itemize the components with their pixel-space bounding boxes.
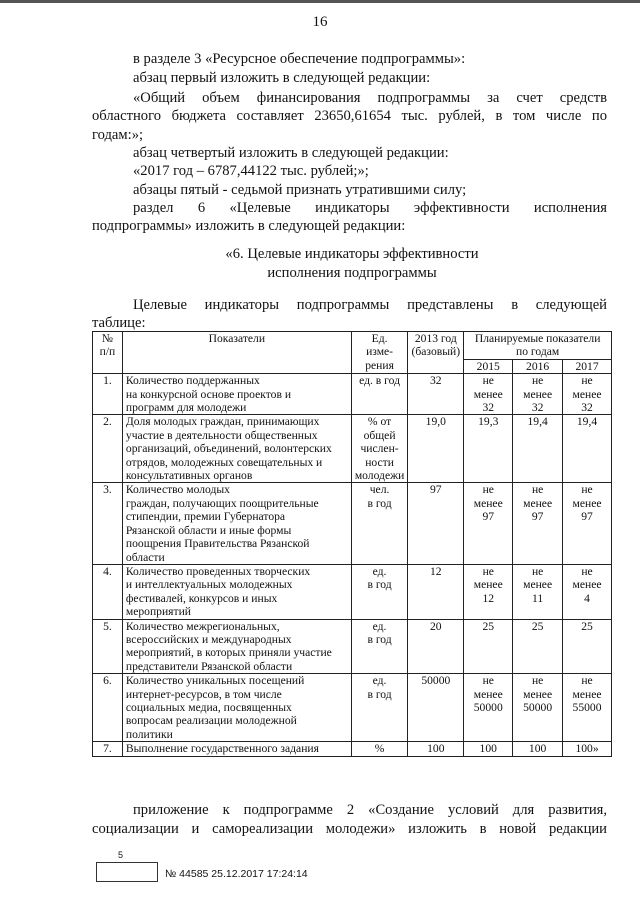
cell-2017: не менее 4 [563, 564, 612, 619]
cell-2017: не менее 97 [563, 483, 612, 564]
header-unit: Ед. изме- рения [351, 332, 408, 374]
cell-unit: % от общей числен- ности молодежи [351, 415, 408, 483]
cell-2016: 100 [513, 742, 563, 756]
cell-2017: 19,4 [563, 415, 612, 483]
paragraph-5: годам:»; [92, 127, 144, 143]
table-row [93, 619, 612, 674]
cell-2015: не менее 97 [464, 483, 513, 564]
scan-top-edge [0, 0, 640, 6]
header-planned: Планируемые показатели по годам [464, 332, 612, 360]
cell-base: 32 [408, 374, 464, 415]
cell-2016: 19,4 [513, 415, 563, 483]
cell-2017: не менее 32 [563, 374, 612, 415]
cell-2015: не менее 32 [464, 374, 513, 415]
header-year-2016: 2016 [513, 359, 563, 373]
cell-2016: не менее 32 [513, 374, 563, 415]
page-number: 16 [312, 14, 328, 30]
cell-unit: ед. в год [351, 674, 408, 742]
table-row [93, 674, 612, 742]
cell-indicator: Количество уникальных посещений интернет-ресурсов, в том числе социальных медиа, посвященных вопросам реализации молодежной политики [122, 674, 351, 742]
intro-line-1: Целевые индикаторы подпрограммы представлены в следующей [133, 297, 607, 313]
paragraph-4: областного бюджета составляет 23650,61654 тыс. рублей, в том числе по [92, 108, 607, 124]
cell-unit: чел. в год [351, 483, 408, 564]
cell-num: 5. [93, 619, 123, 674]
table-row [93, 742, 612, 756]
stamp-number: 5 [118, 850, 124, 860]
cell-2016: не менее 11 [513, 564, 563, 619]
cell-num: 7. [93, 742, 123, 756]
cell-num: 2. [93, 415, 123, 483]
cell-base: 20 [408, 619, 464, 674]
cell-indicator: Количество поддержанных на конкурсной основе проектов и программ для молодежи [122, 374, 351, 415]
cell-unit: ед. в год [351, 619, 408, 674]
table-header-row [93, 332, 612, 360]
document-info: № 44585 25.12.2017 17:24:14 [165, 868, 308, 880]
cell-unit: ед. в год [351, 564, 408, 619]
paragraph-8: абзацы пятый - седьмой признать утратившими силу; [133, 182, 467, 198]
barcode-stamp [96, 862, 158, 882]
table-row [93, 564, 612, 619]
header-year-2017: 2017 [563, 359, 612, 373]
cell-base: 19,0 [408, 415, 464, 483]
cell-2017: 100» [563, 742, 612, 756]
paragraph-6: абзац четвертый изложить в следующей редакции: [133, 145, 449, 161]
table-row [93, 483, 612, 564]
cell-num: 6. [93, 674, 123, 742]
cell-base: 100 [408, 742, 464, 756]
cell-2015: не менее 50000 [464, 674, 513, 742]
paragraph-7: «2017 год – 6787,44122 тыс. рублей;»; [133, 163, 369, 179]
cell-num: 4. [93, 564, 123, 619]
cell-num: 1. [93, 374, 123, 415]
cell-2017: 25 [563, 619, 612, 674]
paragraph-2: абзац первый изложить в следующей редакции: [133, 70, 431, 86]
paragraph-3: «Общий объем финансирования подпрограммы за счет средств [133, 90, 607, 106]
cell-2015: 100 [464, 742, 513, 756]
cell-unit: % [351, 742, 408, 756]
cell-indicator: Количество проведенных творческих и интеллектуальных молодежных фестивалей, конкурсов и иных мероприятий [122, 564, 351, 619]
header-year-2015: 2015 [464, 359, 513, 373]
cell-indicator: Количество молодых граждан, получающих поощрительные стипендии, премии Губернатора Рязанской области и иные формы поощрения Правительства Рязанской области [122, 483, 351, 564]
section-title-line-2: исполнения подпрограммы [267, 265, 437, 281]
header-num: № п/п [93, 332, 123, 374]
indicators-table [92, 331, 612, 757]
cell-unit: ед. в год [351, 374, 408, 415]
cell-2016: не менее 97 [513, 483, 563, 564]
cell-indicator: Выполнение государственного задания [122, 742, 351, 756]
table-row [93, 374, 612, 415]
cell-2015: 25 [464, 619, 513, 674]
closing-line-1: приложение к подпрограмме 2 «Создание условий для развития, [133, 802, 607, 818]
cell-2016: не менее 50000 [513, 674, 563, 742]
section-title-line-1: «6. Целевые индикаторы эффективности [225, 246, 479, 262]
closing-line-2: социализации и самореализации молодежи» изложить в новой редакции [92, 821, 607, 837]
cell-indicator: Количество межрегиональных, всероссийских и международных мероприятий, в которых приняли участие представители Рязанской области [122, 619, 351, 674]
intro-line-2: таблице: [92, 315, 146, 331]
table-row [93, 415, 612, 483]
cell-base: 12 [408, 564, 464, 619]
cell-2015: 19,3 [464, 415, 513, 483]
cell-2015: не менее 12 [464, 564, 513, 619]
cell-indicator: Доля молодых граждан, принимающих участие в деятельности общественных организаций, объединений, волонтерских отрядов, молодежных совещательных и консультативных органов [122, 415, 351, 483]
cell-base: 97 [408, 483, 464, 564]
cell-2016: 25 [513, 619, 563, 674]
paragraph-9: раздел 6 «Целевые индикаторы эффективности исполнения [133, 200, 607, 216]
paragraph-1: в разделе 3 «Ресурсное обеспечение подпрограммы»: [133, 51, 466, 67]
header-base-year: 2013 год (базовый) [408, 332, 464, 374]
paragraph-10: подпрограммы» изложить в следующей редакции: [92, 218, 406, 234]
cell-base: 50000 [408, 674, 464, 742]
header-indicator: Показатели [122, 332, 351, 374]
cell-2017: не менее 55000 [563, 674, 612, 742]
cell-num: 3. [93, 483, 123, 564]
